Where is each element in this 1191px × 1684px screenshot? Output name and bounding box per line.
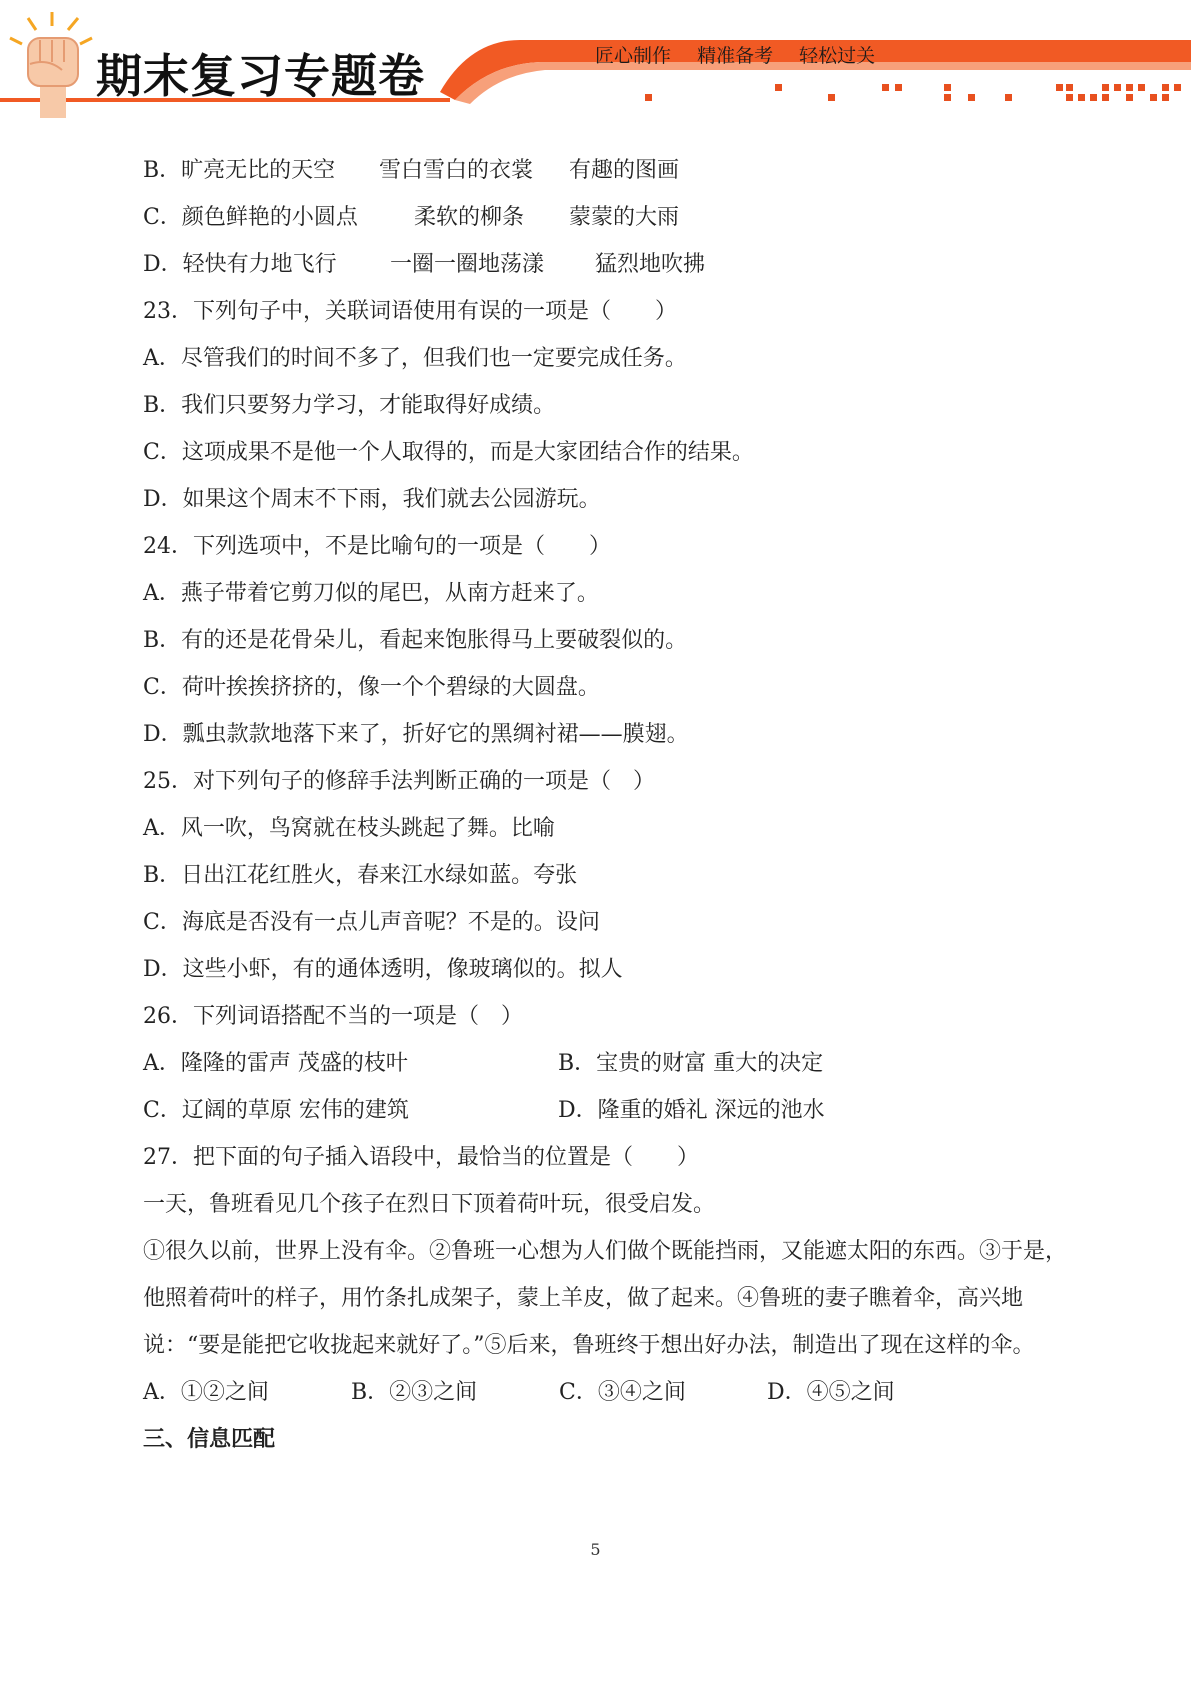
option-d: D．④⑤之间 [767,1380,895,1405]
slogan-3: 轻松过关 [799,45,876,67]
option-b: B．有的还是花骨朵儿，看起来饱胀得马上要破裂似的。 [143,628,688,653]
question-content [143,147,1073,1463]
question-25: 25．对下列句子的修辞手法判断正确的一项是（ ） [143,769,655,794]
slogan-2: 精准备考 [697,45,774,67]
question-24: 24．下列选项中，不是比喻句的一项是（ ） [143,534,611,559]
option-d: D．瓢虫款款地落下来了，折好它的黑绸衬裙——膜翅。 [143,722,689,747]
question-27: 27．把下面的句子插入语段中，最恰当的位置是（ ） [143,1145,699,1170]
fist-icon [10,12,92,118]
option-b: B．日出江花红胜火，春来江水绿如蓝。夸张 [143,863,578,888]
option-c: C．这项成果不是他一个人取得的，而是大家团结合作的结果。 [143,440,754,465]
option-col: A．隆隆的雷声 茂盛的枝叶 [143,1051,408,1076]
question-26: 26．下列词语搭配不当的一项是（ ） [143,1004,523,1029]
page-number: 5 [590,1540,601,1559]
option-c: C．海底是否没有一点儿声音呢？不是的。设问 [143,910,600,935]
option-c: C．③④之间 [559,1380,686,1405]
q27-options [143,1369,1073,1416]
option-col: 猛烈地吹拂 [595,252,706,277]
option-col: 有趣的图画 [569,158,680,183]
header-slogans [595,41,895,68]
option-col: C．辽阔的草原 宏伟的建筑 [143,1098,409,1123]
insert-sentence: 一天，鲁班看见几个孩子在烈日下顶着荷叶玩，很受启发。 [143,1192,716,1217]
option-line [143,1087,1073,1134]
option-col: D．隆重的婚礼 深远的池水 [558,1098,825,1123]
option-col: 蒙蒙的大雨 [569,205,680,230]
option-b: B．②③之间 [351,1380,478,1405]
option-b: B．我们只要努力学习，才能取得好成绩。 [143,393,556,418]
slogan-1: 匠心制作 [595,45,672,67]
option-a: A．燕子带着它剪刀似的尾巴，从南方赶来了。 [143,581,599,606]
option-col: B．旷亮无比的天空 [143,158,336,183]
section-heading: 三、信息匹配 [143,1427,276,1452]
option-col: 雪白雪白的衣裳 [379,158,534,183]
option-line [143,147,1073,194]
option-line [143,241,1073,288]
option-line [143,194,1073,241]
passage-paragraph: ①很久以前，世界上没有伞。②鲁班一心想为人们做个既能挡雨，又能遮太阳的东西。③于是，他照着荷叶的样子，用竹条扎成架子，蒙上羊皮，做了起来。④鲁班的妻子瞧着伞，高兴地说：“要是能把它收拢起来就好了。”⑤后来，鲁班终于想出好办法，制造出了现在这样的伞。 [143,1239,1068,1358]
option-c: C．荷叶挨挨挤挤的，像一个个碧绿的大圆盘。 [143,675,600,700]
page-header [0,0,1191,125]
option-d: D．这些小虾，有的通体透明，像玻璃似的。拟人 [143,957,623,982]
option-col: D．轻快有力地飞行 [143,252,337,277]
question-23: 23．下列句子中，关联词语使用有误的一项是（ ） [143,299,677,324]
option-col: 柔软的柳条 [414,205,525,230]
option-d: D．如果这个周末不下雨，我们就去公园游玩。 [143,487,601,512]
option-a: A．尽管我们的时间不多了，但我们也一定要完成任务。 [143,346,687,371]
option-col: 一圈一圈地荡漾 [390,252,545,277]
option-col: C．颜色鲜艳的小圆点 [143,205,358,230]
option-line [143,1040,1073,1087]
decor-dots [645,84,1181,101]
header-title: 期末复习专题卷 [96,49,425,103]
option-col: B．宝贵的财富 重大的决定 [558,1051,824,1076]
option-a: A．风一吹，鸟窝就在枝头跳起了舞。比喻 [143,816,555,841]
option-a: A．①②之间 [143,1380,269,1405]
